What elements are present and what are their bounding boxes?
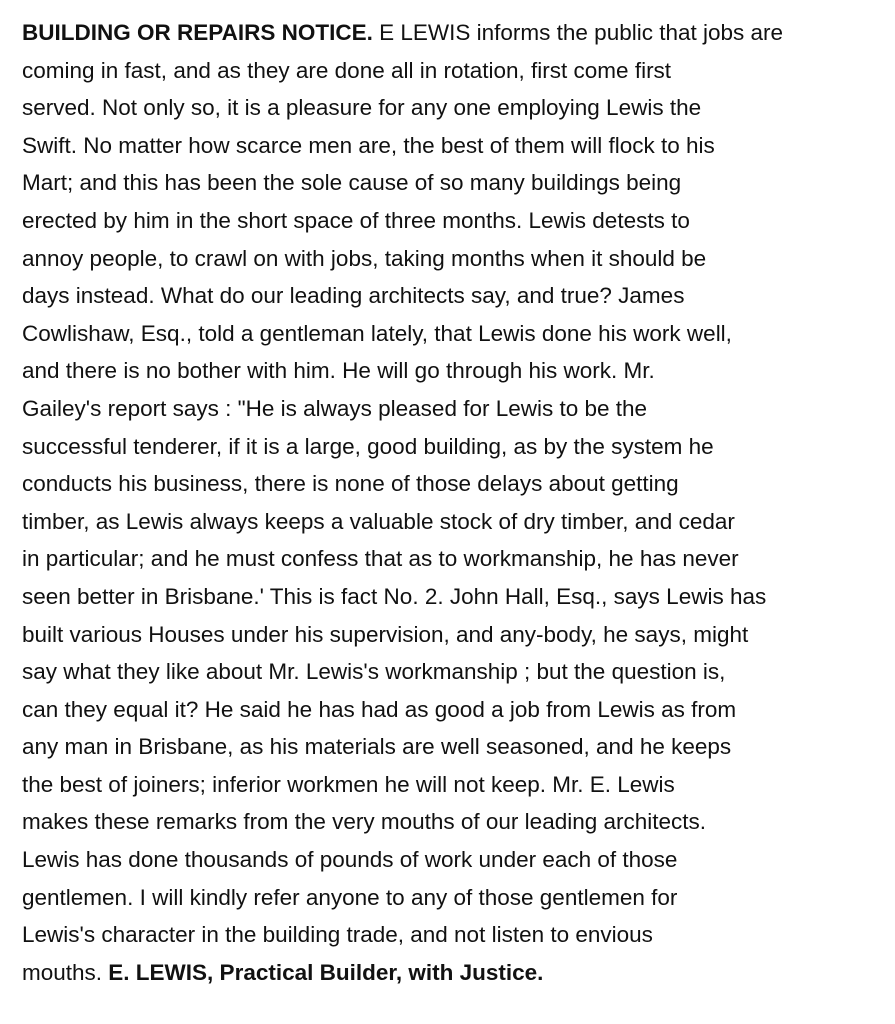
notice-line: annoy people, to crawl on with jobs, taking months when it should be bbox=[22, 245, 707, 271]
notice-line: built various Houses under his supervision, and any-body, he says, might bbox=[22, 621, 749, 647]
notice-line: seen better in Brisbane.' This is fact No. 2. John Hall, Esq., says Lewis has bbox=[22, 583, 767, 609]
notice-text: E LEWIS informs the public that jobs are bbox=[372, 20, 784, 45]
notice-line: served. Not only so, it is a pleasure for any one employing Lewis the bbox=[22, 95, 702, 121]
notice-line: days instead. What do our leading architects say, and true? James bbox=[22, 283, 685, 309]
notice-line: makes these remarks from the very mouths of our leading architects. bbox=[22, 809, 707, 835]
notice-line: Swift. No matter how scarce men are, the best of them will flock to his bbox=[22, 132, 715, 158]
notice-line: erected by him in the short space of three months. Lewis detests to bbox=[22, 207, 690, 233]
notice-line: conducts his business, there is none of those delays about getting bbox=[22, 471, 679, 497]
notice-line bbox=[22, 14, 874, 52]
notice-heading: BUILDING OR REPAIRS NOTICE. bbox=[22, 20, 373, 45]
notice-line: successful tenderer, if it is a large, good building, as by the system he bbox=[22, 433, 714, 459]
notice-text: mouths. bbox=[22, 959, 109, 985]
notice-line: Mart; and this has been the sole cause of so many buildings being bbox=[22, 170, 682, 196]
notice-line: timber, as Lewis always keeps a valuable stock of dry timber, and cedar bbox=[22, 508, 735, 534]
notice-line: any man in Brisbane, as his materials are well seasoned, and he keeps bbox=[22, 734, 732, 760]
notice-line: Lewis has done thousands of pounds of work under each of those bbox=[22, 847, 678, 873]
notice-line: Gailey's report says : "He is always pleased for Lewis to be the bbox=[22, 395, 648, 421]
notice-signature: E. LEWIS, Practical Builder, with Justice. bbox=[108, 959, 544, 985]
notice-line: and there is no bother with him. He will go through his work. Mr. bbox=[22, 358, 655, 384]
notice-line: coming in fast, and as they are done all in rotation, first come first bbox=[22, 57, 672, 83]
notice-line: Lewis's character in the building trade, and not listen to envious bbox=[22, 922, 653, 948]
notice-line: in particular; and he must confess that as to workmanship, he has never bbox=[22, 546, 739, 572]
notice-line: the best of joiners; inferior workmen he will not keep. Mr. E. Lewis bbox=[22, 771, 675, 797]
notice-line: say what they like about Mr. Lewis's workmanship ; but the question is, bbox=[22, 659, 726, 685]
notice-line: can they equal it? He said he has had as good a job from Lewis as from bbox=[22, 696, 737, 722]
notice-line: gentlemen. I will kindly refer anyone to any of those gentlemen for bbox=[22, 884, 678, 910]
notice-body bbox=[22, 14, 874, 991]
notice-line: Cowlishaw, Esq., told a gentleman lately, that Lewis done his work well, bbox=[22, 320, 732, 346]
notice-line bbox=[22, 954, 874, 992]
